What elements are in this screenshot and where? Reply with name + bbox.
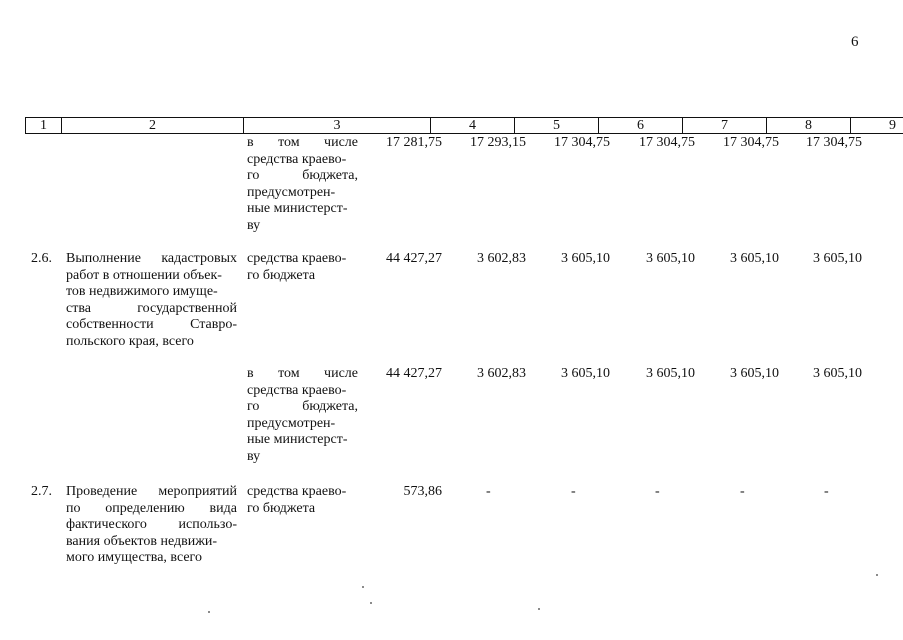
- value-col-8: 3 605,10: [730, 366, 779, 381]
- measure-name-line: ства государственной: [66, 300, 237, 316]
- value-col-6: 3 605,10: [561, 251, 610, 266]
- value-col-9: 3 605,10: [813, 366, 862, 381]
- column-number-header: [25, 117, 903, 134]
- header-col-9: 9: [851, 118, 903, 134]
- funding-source-line: средства краево-: [247, 484, 347, 499]
- value-col-4: 44 427,27: [386, 251, 442, 266]
- measure-name: [66, 484, 237, 567]
- value-col-7: 3 605,10: [646, 251, 695, 266]
- header-col-4: 4: [431, 118, 515, 134]
- funding-source: [247, 484, 358, 517]
- page-number: 6: [851, 34, 859, 50]
- value-col-5: 3 602,83: [477, 251, 526, 266]
- value-col-5: 17 293,15: [470, 135, 526, 150]
- value-col-7: 17 304,75: [639, 135, 695, 150]
- table-row: [0, 251, 903, 356]
- funding-source-line: средства краево-: [247, 382, 347, 398]
- funding-source-line: в том числе: [247, 366, 358, 381]
- scan-speck: [370, 602, 372, 604]
- funding-source-line: ные министерст-: [247, 201, 348, 216]
- funding-source-line: ные министерст-: [247, 432, 348, 447]
- value-col-6: 3 605,10: [561, 366, 610, 381]
- value-col-6: -: [571, 484, 576, 499]
- header-col-8: 8: [767, 118, 851, 134]
- funding-source-line: средства краево-: [247, 251, 347, 266]
- value-col-9: 17 304,75: [806, 135, 862, 150]
- funding-source-line: предусмотрен-: [247, 415, 336, 431]
- header-col-3: 3: [244, 118, 431, 134]
- measure-name: [66, 251, 237, 350]
- measure-name-line: мого имущества, всего: [66, 550, 202, 565]
- value-col-8: 17 304,75: [723, 135, 779, 150]
- funding-source-line: в том числе: [247, 135, 358, 150]
- row-number: 2.7.: [31, 484, 52, 499]
- value-col-4: 17 281,75: [386, 135, 442, 150]
- header-col-7: 7: [683, 118, 767, 134]
- value-col-9: 3 605,10: [813, 251, 862, 266]
- header-col-5: 5: [515, 118, 599, 134]
- scan-speck: [208, 611, 210, 613]
- measure-name-line: работ в отношении объек-: [66, 267, 222, 283]
- measure-name-line: тов недвижимого имуще-: [66, 284, 218, 299]
- value-col-7: -: [655, 484, 660, 499]
- value-col-6: 17 304,75: [554, 135, 610, 150]
- header-col-6: 6: [599, 118, 683, 134]
- measure-name-line: собственности Ставро-: [66, 317, 237, 332]
- scan-speck: [876, 574, 878, 576]
- header-col-1: 1: [26, 118, 62, 134]
- table-row: [0, 366, 903, 471]
- value-col-5: -: [486, 484, 491, 499]
- funding-source-line: ву: [247, 448, 261, 464]
- value-col-9: -: [824, 484, 829, 499]
- value-col-8: -: [740, 484, 745, 499]
- measure-name-line: по определению вида: [66, 500, 237, 516]
- measure-name-line: вания объектов недвижи-: [66, 533, 218, 549]
- header-col-2: 2: [62, 118, 244, 134]
- funding-source-line: го бюджета,: [247, 399, 358, 414]
- value-col-4: 573,86: [403, 484, 442, 499]
- funding-source-line: го бюджета: [247, 500, 316, 516]
- funding-source-line: средства краево-: [247, 151, 347, 167]
- funding-source: [247, 135, 358, 234]
- measure-name-line: польского края, всего: [66, 333, 194, 349]
- funding-source-line: го бюджета,: [247, 168, 358, 183]
- table-row: [0, 484, 903, 574]
- value-col-8: 3 605,10: [730, 251, 779, 266]
- scan-speck: [362, 586, 364, 588]
- funding-source-line: го бюджета: [247, 267, 316, 283]
- row-number: 2.6.: [31, 251, 52, 266]
- value-col-7: 3 605,10: [646, 366, 695, 381]
- measure-name-line: фактического использо-: [66, 517, 237, 532]
- funding-source: [247, 366, 358, 465]
- measure-name-line: Выполнение кадастровых: [66, 251, 237, 266]
- funding-source-line: ву: [247, 217, 261, 233]
- funding-source-line: предусмотрен-: [247, 184, 336, 200]
- measure-name-line: Проведение мероприятий: [66, 484, 237, 499]
- scan-speck: [538, 608, 540, 610]
- table-row: [0, 135, 903, 245]
- value-col-4: 44 427,27: [386, 366, 442, 381]
- funding-source: [247, 251, 358, 284]
- value-col-5: 3 602,83: [477, 366, 526, 381]
